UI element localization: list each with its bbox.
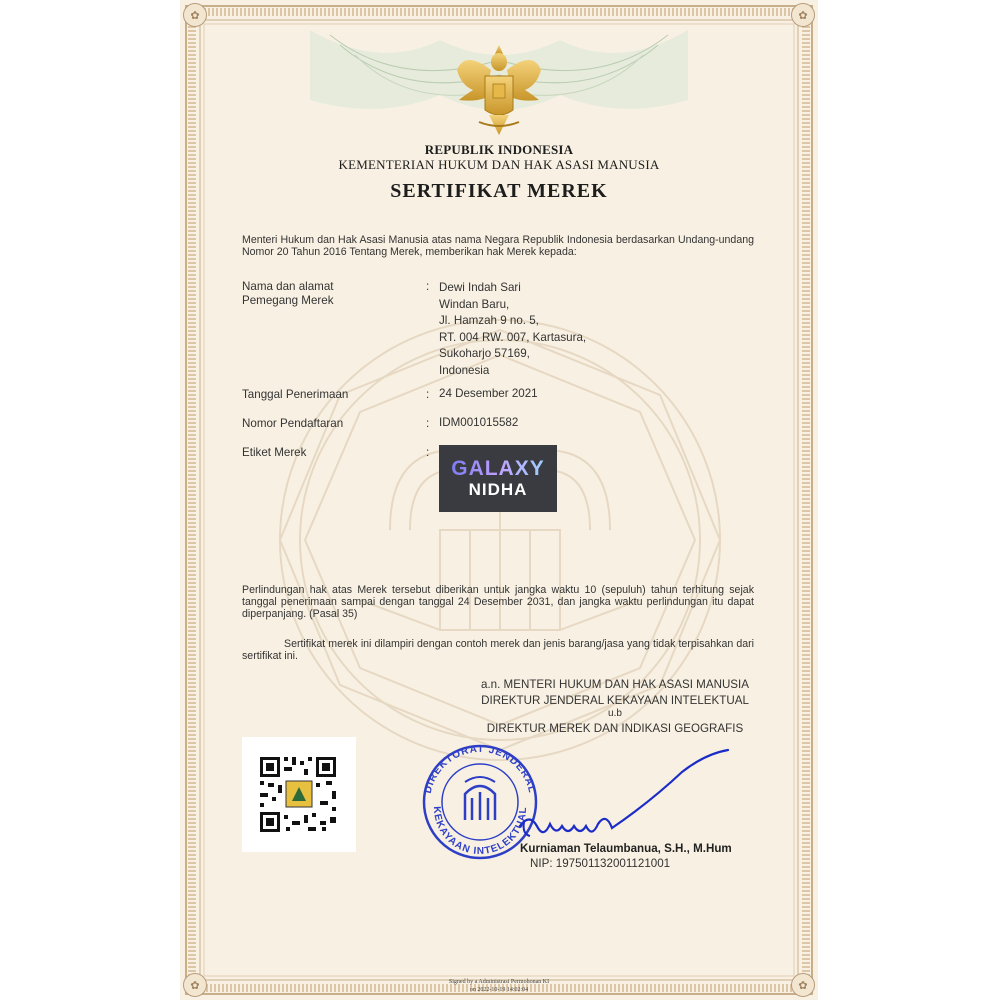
signature-line-3: u.b <box>608 708 622 719</box>
footer-signed-by: Signed by a Administrasi Permohonan KI <box>448 979 550 985</box>
holder-line: RT. 004 RW. 007, Kartasura, <box>439 330 587 344</box>
corner-ornament-icon: ✿ <box>791 973 815 997</box>
trademark-logo <box>439 445 557 512</box>
holder-address <box>439 280 586 379</box>
colon: : <box>426 417 430 430</box>
stamp-bottom-text: KEKAYAAN INTELEKTUAL <box>430 806 530 858</box>
holder-line: Jl. Hamzah 9 no. 5, <box>439 314 539 327</box>
signature-line-1: a.n. MENTERI HUKUM DAN HAK ASASI MANUSIA <box>481 678 749 691</box>
signature-line-4: DIREKTUR MEREK DAN INDIKASI GEOGRAFIS <box>486 722 744 735</box>
intro-paragraph: Menteri Hukum dan Hak Asasi Manusia atas nama Negara Republik Indonesia berdasarkan Undang-undang Nomor 20 Tahun 2016 Tentang Merek, memberikan hak Merek kepada: <box>242 234 754 258</box>
holder-line: Dewi Indah Sari <box>439 281 521 294</box>
colon: : <box>426 446 430 459</box>
corner-ornament-icon: ✿ <box>183 3 207 27</box>
protection-paragraph: Perlindungan hak atas Merek tersebut diberikan untuk jangka waktu 10 (sepuluh) tahun terhitung sejak tanggal penerimaan sampai dengan tanggal 24 Desember 2031, dan jangka waktu perlindungan itu dapat diperpanjang. (Pasal 35) <box>242 584 754 620</box>
holder-label-2: Pemegang Merek <box>242 294 334 307</box>
reg-label: Nomor Pendaftaran <box>242 417 344 430</box>
colon: : <box>426 388 430 401</box>
corner-ornament-icon: ✿ <box>183 973 207 997</box>
holder-label-1: Nama dan alamat <box>242 280 334 293</box>
header-ministry: KEMENTERIAN HUKUM DAN HAK ASASI MANUSIA <box>338 157 660 172</box>
date-value: 24 Desember 2021 <box>439 387 538 400</box>
qr-code <box>242 737 356 852</box>
holder-line: Sukoharjo 57169, <box>439 347 530 360</box>
etiket-label: Etiket Merek <box>242 446 307 459</box>
header-republic: REPUBLIK INDONESIA <box>424 142 574 157</box>
signature-line-2: DIREKTUR JENDERAL KEKAYAAN INTELEKTUAL <box>481 694 749 707</box>
logo-line-2: NIDHA <box>468 479 528 499</box>
corner-ornament-icon: ✿ <box>791 3 815 27</box>
certificate <box>180 0 818 1000</box>
signatory-name: Kurniaman Telaumbanua, S.H., M.Hum <box>520 842 732 855</box>
garuda-emblem-icon <box>455 40 543 140</box>
page-title: SERTIFIKAT MEREK <box>390 180 608 202</box>
logo-line-1: GALAXY <box>451 456 545 480</box>
holder-line: Indonesia <box>439 363 490 377</box>
signatory-nip: NIP: 197501132001121001 <box>530 857 671 870</box>
attachment-paragraph: Sertifikat merek ini dilampiri dengan contoh merek dan jenis barang/jasa yang tidak terpisahkan dari sertifikat ini. <box>242 638 754 662</box>
reg-value: IDM001015582 <box>439 416 519 429</box>
date-label: Tanggal Penerimaan <box>242 388 349 401</box>
colon: : <box>426 280 430 293</box>
holder-line: Windan Baru, <box>439 297 510 311</box>
stamp-top-text: DIREKTORAT JENDERAL <box>422 743 538 795</box>
footer-signed-date: on 2022-10-19 14:02:04 <box>469 987 529 993</box>
